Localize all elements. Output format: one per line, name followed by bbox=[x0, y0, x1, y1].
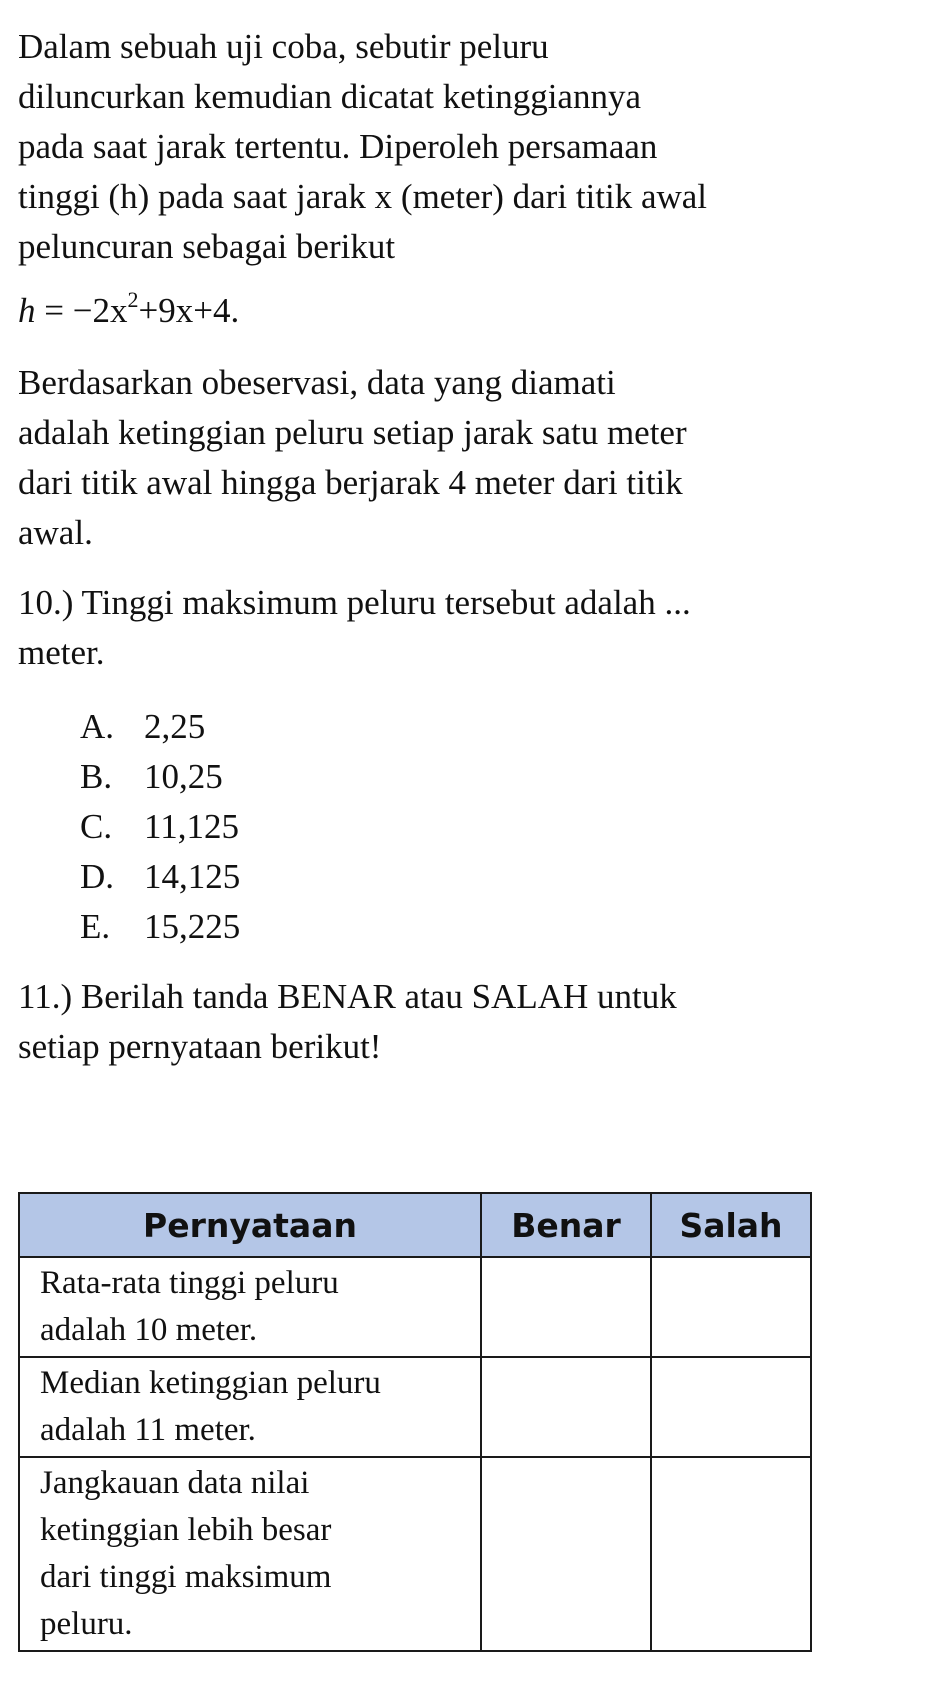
true-cell[interactable] bbox=[481, 1457, 651, 1651]
observation-line: adalah ketinggian peluru setiap jarak satu meter bbox=[18, 413, 687, 452]
statement-cell bbox=[19, 1357, 481, 1457]
option-c[interactable] bbox=[80, 802, 918, 852]
document-page bbox=[18, 22, 918, 1072]
option-a[interactable] bbox=[80, 702, 918, 752]
intro-line: tinggi (h) pada saat jarak x (meter) dari titik awal bbox=[18, 177, 708, 216]
question-11-line: setiap pernyataan berikut! bbox=[18, 1027, 382, 1066]
observation-line: awal. bbox=[18, 513, 93, 552]
question-11 bbox=[18, 972, 918, 1072]
intro-line: peluncuran sebagai berikut bbox=[18, 227, 396, 266]
height-equation bbox=[18, 286, 918, 336]
statement-line: Rata-rata tinggi peluru bbox=[40, 1265, 339, 1301]
option-letter: E. bbox=[80, 907, 111, 946]
option-letter: C. bbox=[80, 807, 113, 846]
question-10-line: 10.) Tinggi maksimum peluru tersebut adalah ... bbox=[18, 583, 691, 622]
table-row bbox=[19, 1457, 811, 1651]
option-letter: B. bbox=[80, 757, 113, 796]
statement-cell bbox=[19, 1457, 481, 1651]
statement-line: adalah 11 meter. bbox=[40, 1412, 256, 1448]
true-cell[interactable] bbox=[481, 1357, 651, 1457]
observation-line: dari titik awal hingga berjarak 4 meter dari titik bbox=[18, 463, 683, 502]
intro-line: diluncurkan kemudian dicatat ketinggiannya bbox=[18, 77, 641, 116]
option-value: 11,125 bbox=[144, 807, 239, 846]
false-cell[interactable] bbox=[651, 1357, 811, 1457]
table-header-row bbox=[19, 1193, 811, 1257]
header-false: Salah bbox=[651, 1193, 811, 1257]
observation-paragraph bbox=[18, 358, 918, 558]
option-value: 2,25 bbox=[144, 707, 206, 746]
table-row bbox=[19, 1357, 811, 1457]
true-false-table bbox=[18, 1192, 812, 1652]
option-letter: D. bbox=[80, 857, 115, 896]
equation-variable: h bbox=[18, 291, 36, 330]
intro-line: pada saat jarak tertentu. Diperoleh persamaan bbox=[18, 127, 658, 166]
question-11-line: 11.) Berilah tanda BENAR atau SALAH untuk bbox=[18, 977, 677, 1016]
intro-paragraph bbox=[18, 22, 918, 272]
statement-cell bbox=[19, 1257, 481, 1357]
option-value: 14,125 bbox=[144, 857, 241, 896]
option-value: 10,25 bbox=[144, 757, 223, 796]
equation-exponent: 2 bbox=[127, 287, 139, 313]
statement-line: adalah 10 meter. bbox=[40, 1312, 258, 1348]
question-10-line: meter. bbox=[18, 633, 105, 672]
equation-rest: +9x+4. bbox=[138, 291, 240, 330]
statement-line: ketinggian lebih besar bbox=[40, 1512, 332, 1548]
answer-options bbox=[80, 702, 918, 952]
option-b[interactable] bbox=[80, 752, 918, 802]
header-true: Benar bbox=[481, 1193, 651, 1257]
statement-line: Median ketinggian peluru bbox=[40, 1365, 381, 1401]
false-cell[interactable] bbox=[651, 1457, 811, 1651]
statement-line: peluru. bbox=[40, 1606, 133, 1642]
false-cell[interactable] bbox=[651, 1257, 811, 1357]
option-value: 15,225 bbox=[144, 907, 241, 946]
intro-line: Dalam sebuah uji coba, sebutir peluru bbox=[18, 27, 549, 66]
statement-line: dari tinggi maksimum bbox=[40, 1559, 332, 1595]
table-row bbox=[19, 1257, 811, 1357]
equation-term: = −2x bbox=[35, 291, 128, 330]
statement-line: Jangkauan data nilai bbox=[40, 1465, 310, 1501]
true-cell[interactable] bbox=[481, 1257, 651, 1357]
option-letter: A. bbox=[80, 707, 115, 746]
question-10 bbox=[18, 578, 918, 678]
option-e[interactable] bbox=[80, 902, 918, 952]
observation-line: Berdasarkan obeservasi, data yang diamati bbox=[18, 363, 616, 402]
option-d[interactable] bbox=[80, 852, 918, 902]
header-statement: Pernyataan bbox=[19, 1193, 481, 1257]
